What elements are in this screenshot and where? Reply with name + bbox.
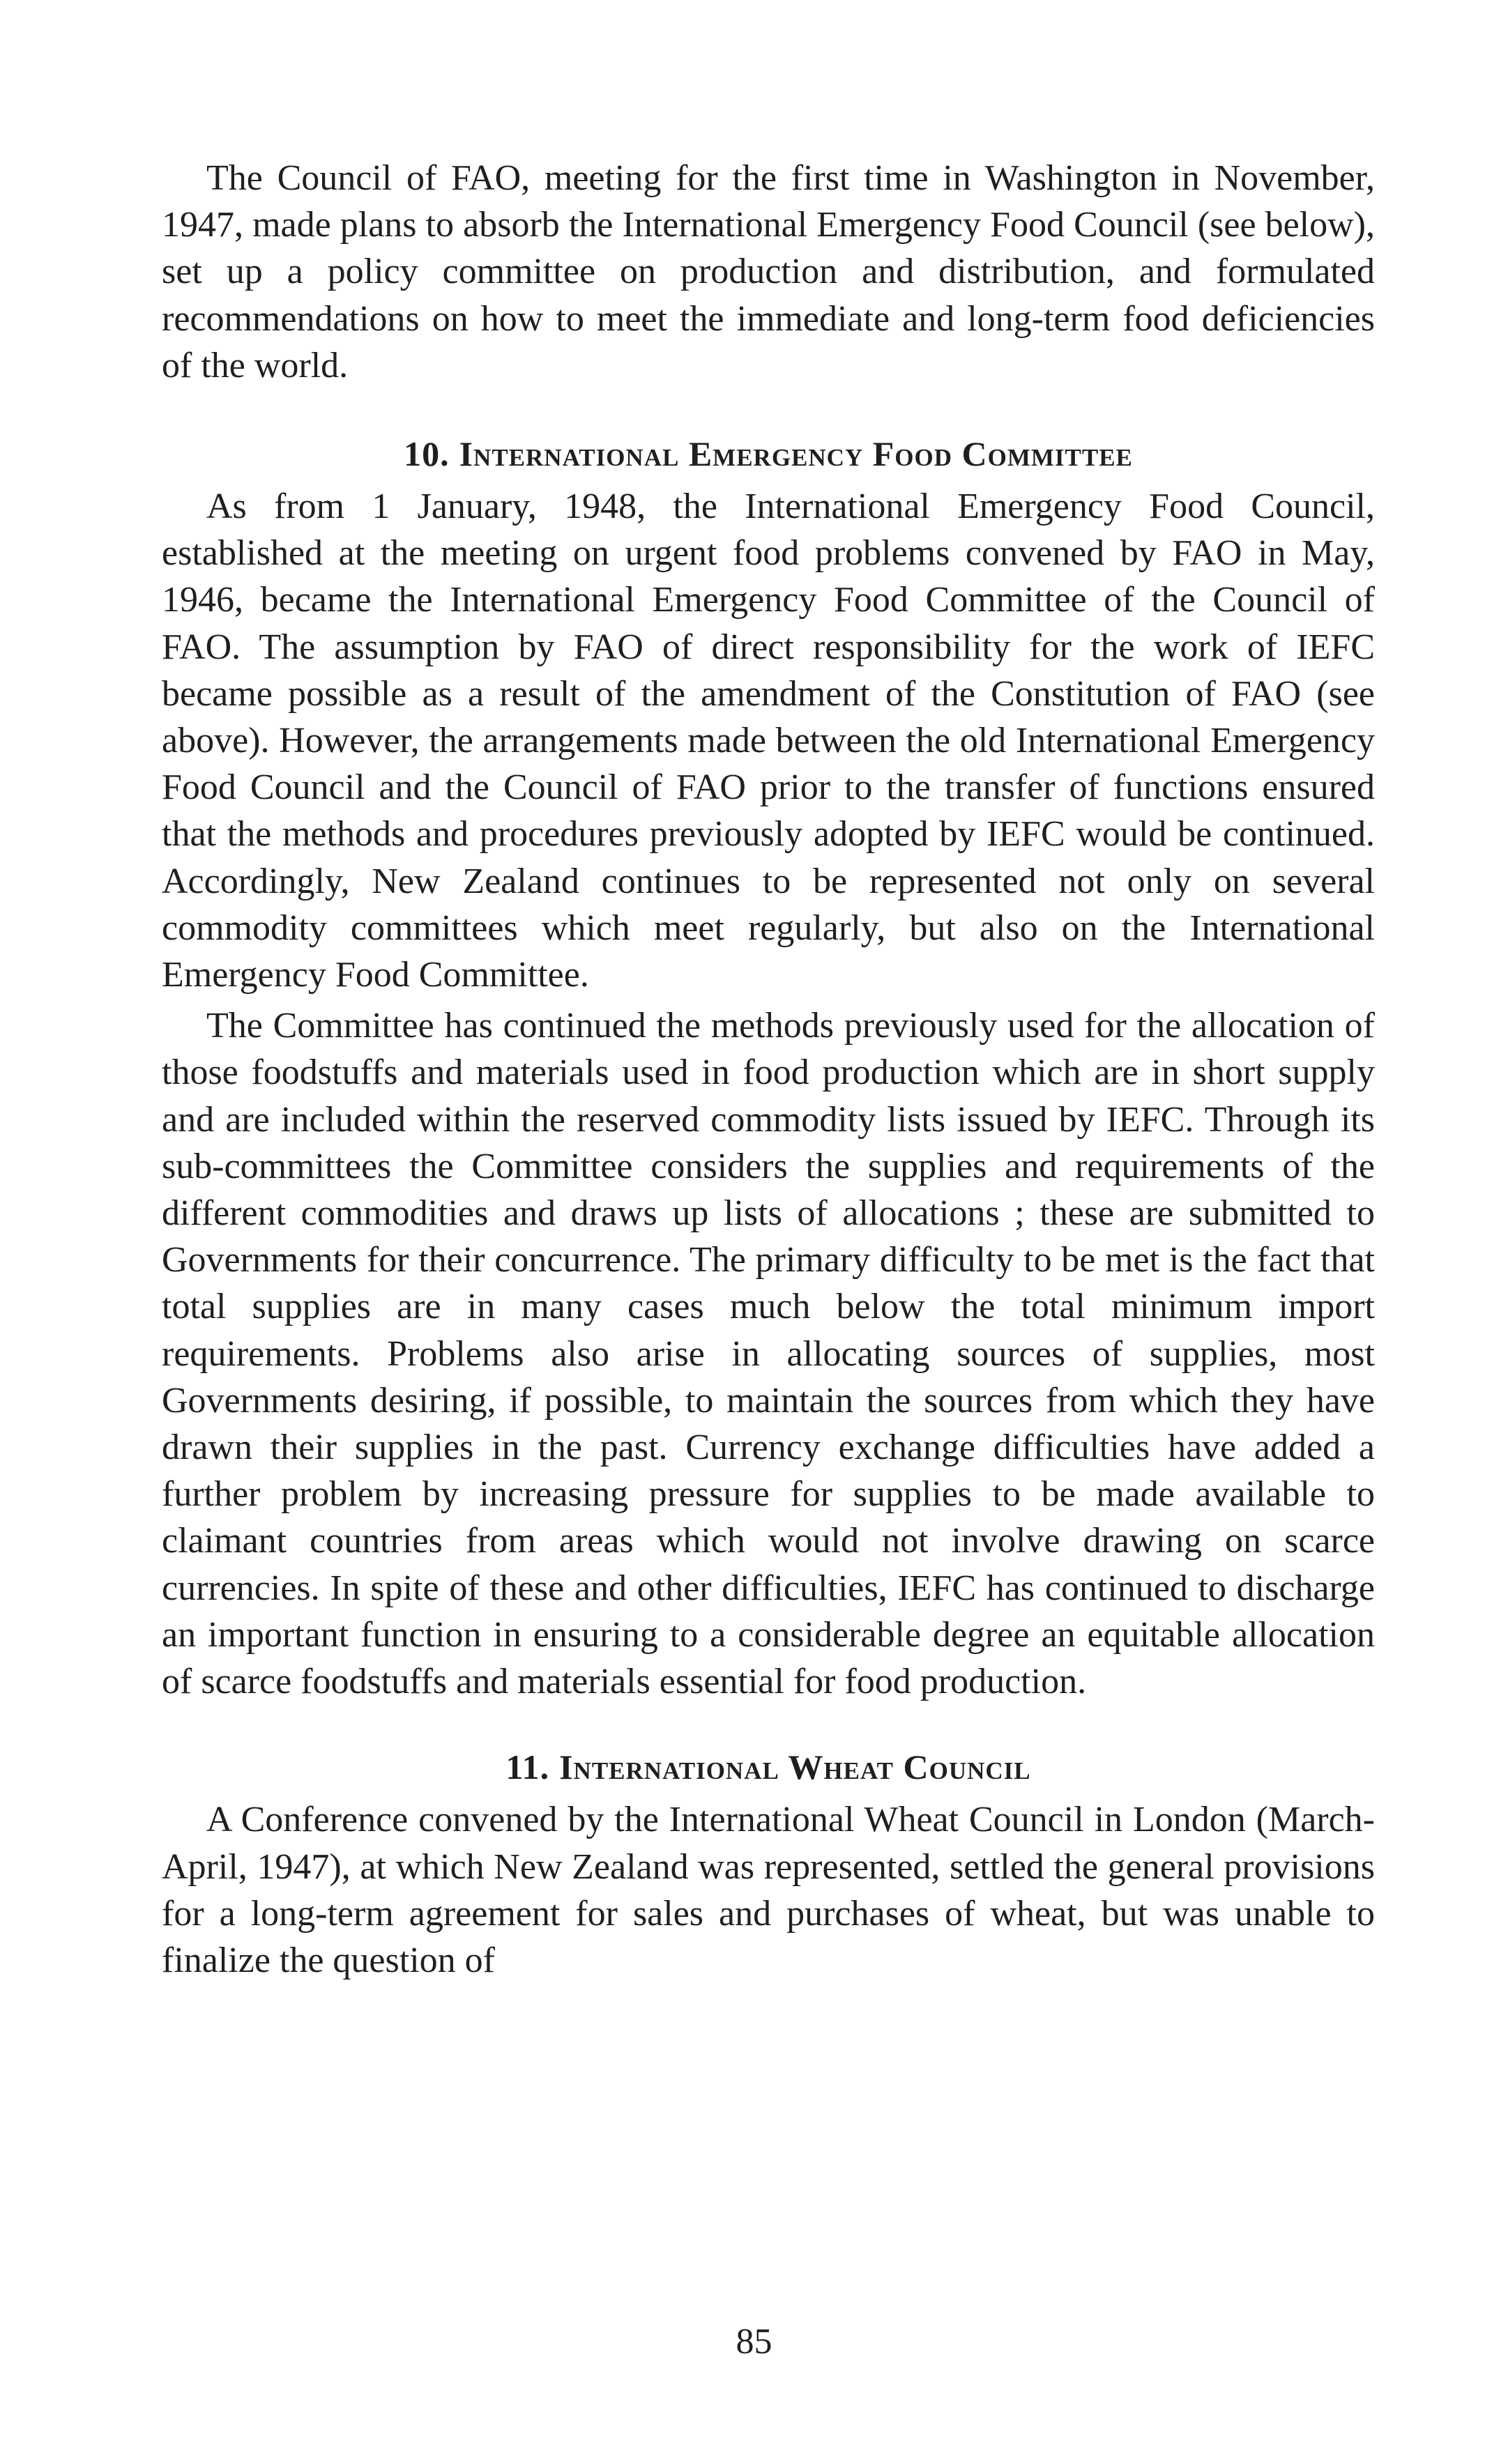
section-title: International Wheat Council	[559, 1747, 1031, 1787]
section-number: 11.	[505, 1747, 550, 1787]
section-heading-iefc	[162, 431, 1375, 477]
paragraph-iefc-methods: The Committee has continued the methods previously used for the allocation of those foodstuffs and materials used in food production which are in short supply and are included within the reserved commodity lists issued by IEFC. Through its sub-committees the Committee considers the supplies and requirements of the different commodities and draws up lists of allocations ; these are submitted to Governments for their concurrence. The primary difficulty to be met is the fact that total supplies are in many cases much below the total minimum import requirements. Problems also arise in allocating sources of supplies, most Governments desiring, if possible, to maintain the sources from which they have drawn their supplies in the past. Currency exchange difficulties have added a further problem by increasing pressure for supplies to be made available to claimant countries from areas which would not involve drawing on scarce currencies. In spite of these and other difficulties, IEFC has continued to discharge an important function in ensuring to a considerable degree an equitable allocation of scarce foodstuffs and materials essential for food production.	[162, 1006, 1375, 1702]
section-heading-wheat-council	[162, 1744, 1375, 1791]
page-number: 85	[736, 2322, 772, 2362]
paragraph-iefc-transfer: As from 1 January, 1948, the International Emergency Food Council, established at the meeting on urgent food problems convened by FAO in May, 1946, became the International Emergency Food Committee of the Council of FAO. The assumption by FAO of direct responsibility for the work of IEFC became possible as a result of the amendment of the Constitution of FAO (see above). However, the arrangements made between the old International Emergency Food Council and the Council of FAO prior to the transfer of functions ensured that the methods and procedures previously adopted by IEFC would be continued. Accordingly, New Zealand continues to be represented not only on several commodity committees which meet regularly, but also on the International Emergency Food Committee.	[162, 487, 1375, 995]
page-body	[162, 155, 1375, 1984]
paragraph-fao-council: The Council of FAO, meeting for the first time in Washington in November, 1947, made plans to absorb the International Emergency Food Council (see below), set up a policy committee on production and distribution, and formulated recommendations on how to meet the immediate and long-term food deficiencies of the world.	[162, 158, 1375, 385]
section-title: International Emergency Food Committee	[459, 434, 1133, 474]
paragraph-wheat-conference: A Conference convened by the International Wheat Council in London (March-April, 1947), at which New Zealand was represented, settled the general provisions for a long-term agreement for sales and purchases of wheat, but was unable to finalize the question of	[162, 1800, 1375, 1980]
section-number: 10.	[404, 434, 450, 474]
